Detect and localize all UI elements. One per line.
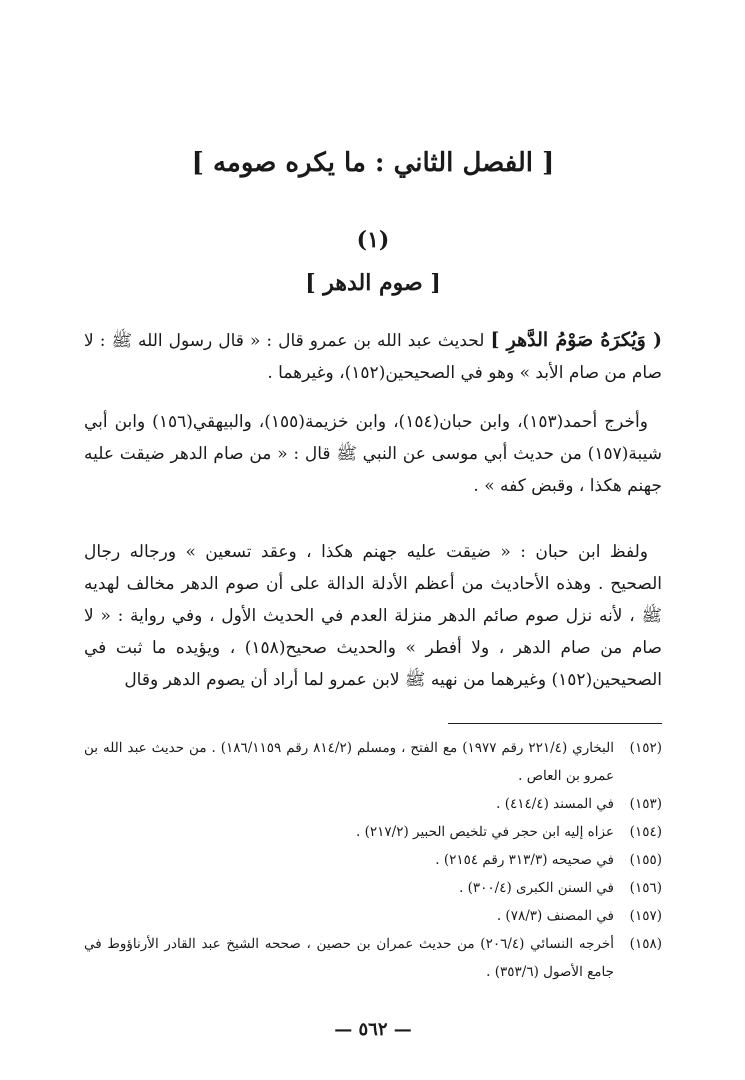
footnote-text: في المصنف (٧٨/٣) . [496, 908, 614, 924]
paragraph-1-lead: ( وَيُكرَهُ صَوْمُ الدَّهرِ ] [490, 329, 662, 351]
book-page [84, 0, 662, 1080]
section-number: (١) [356, 227, 390, 253]
page-number: — ٥٦٢ — [334, 1019, 412, 1040]
footnotes [84, 734, 662, 986]
footnote-number: (١٥٣) [629, 796, 662, 812]
footnote-text: في السنن الكبرى (٣٠٠/٤) . [459, 880, 614, 896]
footnote-text: عزاه إليه ابن حجر في تلخيص الحبير (٢١٧/٢) . [356, 824, 614, 840]
footnote-155 [84, 846, 662, 874]
footnote-number: (١٥٦) [629, 880, 662, 896]
footnote-number: (١٥٧) [629, 908, 662, 924]
footnote-154 [84, 818, 662, 846]
footnote-153 [84, 790, 662, 818]
footnote-number: (١٥٨) [629, 936, 662, 952]
footnote-number: (١٥٢) [629, 740, 662, 756]
footnote-text: في صحيحه (٣١٣/٣ رقم ٢١٥٤) . [435, 852, 614, 868]
footnote-text: في المسند (٤١٤/٤) . [496, 796, 614, 812]
footnote-number: (١٥٤) [629, 824, 662, 840]
footnote-text: أخرجه النسائي (٢٠٦/٤) من حديث عمران بن حصين ، صححه الشيخ عبد القادر الأرناؤوط في جامع الأصول (٣٥٣/٦) . [84, 936, 614, 980]
section-title: [ صوم الدهر ] [305, 270, 441, 296]
footnote-text: البخاري (٢٢١/٤ رقم ١٩٧٧) مع الفتح ، ومسلم (٨١٤/٢ رقم ١٨٦/١١٥٩) . من حديث عبد الله بن عمرو بن العاص . [84, 740, 614, 784]
footnote-158 [84, 930, 662, 986]
paragraph-2-text: وأخرج أحمد(١٥٣)، وابن حبان(١٥٤)، وابن خزيمة(١٥٥)، والبيهقي(١٥٦) وابن أبي شيبة(١٥٧) من حديث أبي موسى عن النبي ﷺ قال : « من صام الدهر ضيقت عليه جهنم هكذا ، وقبض كفه » . [84, 412, 662, 496]
footnote-157 [84, 902, 662, 930]
footnote-156 [84, 874, 662, 902]
paragraph-1-text: لحديث عبد الله بن عمرو قال : « قال رسول الله ﷺ : لا صام من صام الأبد » وهو في الصحيحين(١٥٢)، وغيرهما . [84, 331, 662, 383]
paragraph-1 [84, 324, 662, 389]
footnote-number: (١٥٥) [629, 852, 662, 868]
chapter-title: [ الفصل الثاني : ما يكره صومه ] [191, 148, 555, 178]
paragraph-2 [84, 406, 662, 502]
paragraph-3 [84, 536, 662, 696]
footnote-separator [448, 723, 662, 724]
paragraph-3-text: ولفظ ابن حبان : « ضيقت عليه جهنم هكذا ، وعقد تسعين » ورجاله رجال الصحيح . وهذه الأحاديث من أعظم الأدلة الدالة على أن صوم الدهر مخالف لهديه ﷺ ، لأنه نزل صوم صائم الدهر منزلة العدم في الحديث الأول ، وفي رواية : « لا صام من صام الدهر ، ولا أفطر » والحديث صحيح(١٥٨) ، ويؤيده ما ثبت في الصحيحين(١٥٢) وغيرهما من نهيه ﷺ لابن عمرو لما أراد أن يصوم الدهر وقال [84, 542, 662, 690]
footnote-152 [84, 734, 662, 790]
